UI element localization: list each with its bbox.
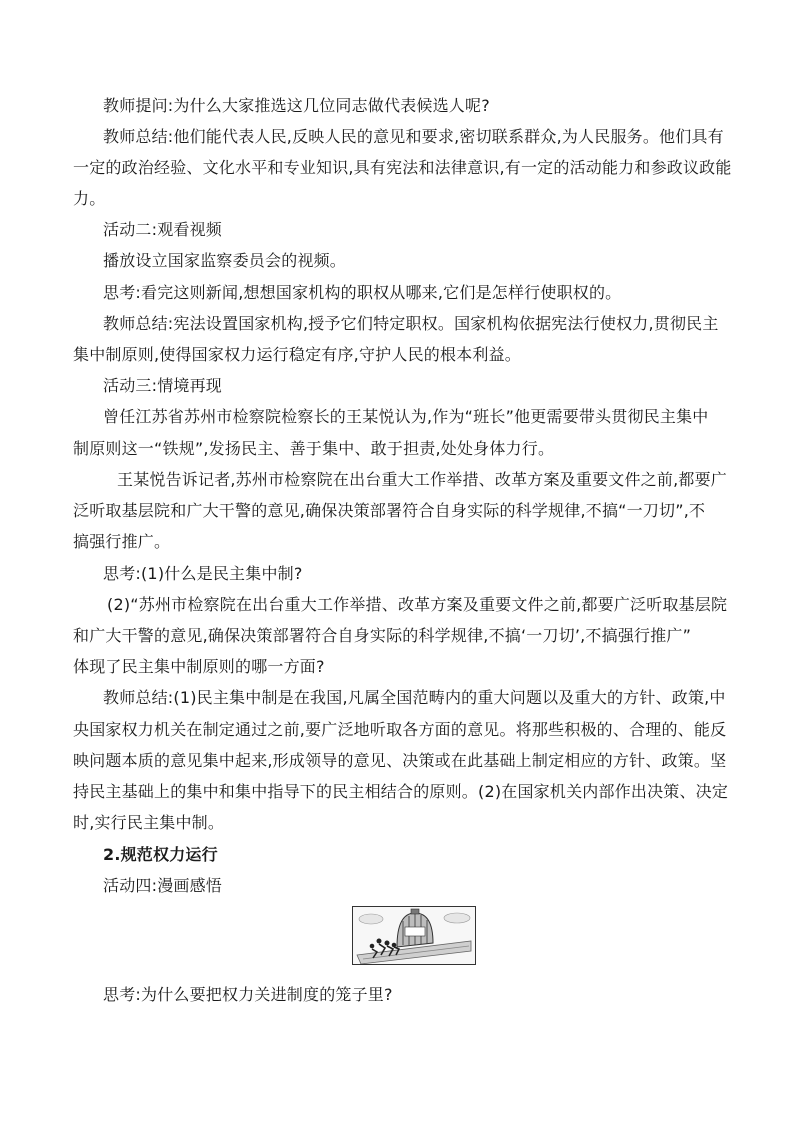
paragraph-line: 教师总结:(1)民主集中制是在我国,凡属全国范畴内的重大问题以及重大的方针、政策,中 [103,688,726,707]
question-line: 思考:为什么要把权力关进制度的笼子里? [103,985,393,1004]
paragraph-line: 教师总结:宪法设置国家机构,授予它们特定职权。国家机构依据宪法行使权力,贯彻民主 [103,314,719,333]
paragraph-line: 播放设立国家监察委员会的视频。 [103,251,347,270]
paragraph-line: 央国家权力机关在制定通过之前,要广泛地听取各方面的意见。将那些积极的、合理的、能反 [73,720,727,739]
paragraph-line: 泛听取基层院和广大干警的意见,确保决策部署符合自身实际的科学规律,不搞“一刀切”,不 [73,501,706,520]
paragraph-line: 思考:看完这则新闻,想想国家机构的职权从哪来,它们是怎样行使职权的。 [103,283,622,302]
paragraph-line: 曾任江苏省苏州市检察院检察长的王某悦认为,作为“班长”他更需要带头贯彻民主集中 [103,407,709,426]
question-line: 思考:(1)什么是民主集中制? [103,564,303,583]
paragraph-line: 力。 [73,189,106,208]
paragraph-line: 制原则这一“铁规”,发扬民主、善于集中、敢于担责,处处身体力行。 [73,439,555,458]
paragraph-line: 搞强行推广。 [73,532,171,551]
subsection-heading: 2.规范权力运行 [103,845,218,864]
section-heading: 活动四:漫画感悟 [103,876,222,895]
question-line: 体现了民主集中制原则的哪一方面? [73,657,325,676]
paragraph-line: 教师提问:为什么大家推选这几位同志做代表候选人呢? [103,96,490,115]
paragraph-line: 持民主基础上的集中和集中指导下的民主相结合的原则。(2)在国家机关内部作出决策、决定 [73,782,729,801]
section-heading: 活动二:观看视频 [103,220,222,239]
paragraph-line: 映问题本质的意见集中起来,形成领导的意见、决策或在此基础上制定相应的方针、政策。坚 [73,751,727,770]
cage-cartoon-icon [353,907,475,964]
section-heading: 活动三:情境再现 [103,376,222,395]
paragraph-line: 时,实行民主集中制。 [73,813,225,832]
paragraph-line: 一定的政治经验、文化水平和专业知识,具有宪法和法律意识,有一定的活动能力和参政议政能 [73,158,732,177]
question-line: 和广大干警的意见,确保决策部署符合自身实际的科学规律,不搞‘一刀切’,不搞强行推广” [73,626,692,645]
paragraph-line: 王某悦告诉记者,苏州市检察院在出台重大工作举措、改革方案及重要文件之前,都要广 [117,470,727,489]
paragraph-line: 集中制原则,使得国家权力运行稳定有序,守护人民的根本利益。 [73,345,521,364]
question-line: (2)“苏州市检察院在出台重大工作举措、改革方案及重要文件之前,都要广泛听取基层院 [107,595,728,614]
cartoon-image [352,906,476,965]
paragraph-line: 教师总结:他们能代表人民,反映人民的意见和要求,密切联系群众,为人民服务。他们具有 [103,127,724,146]
